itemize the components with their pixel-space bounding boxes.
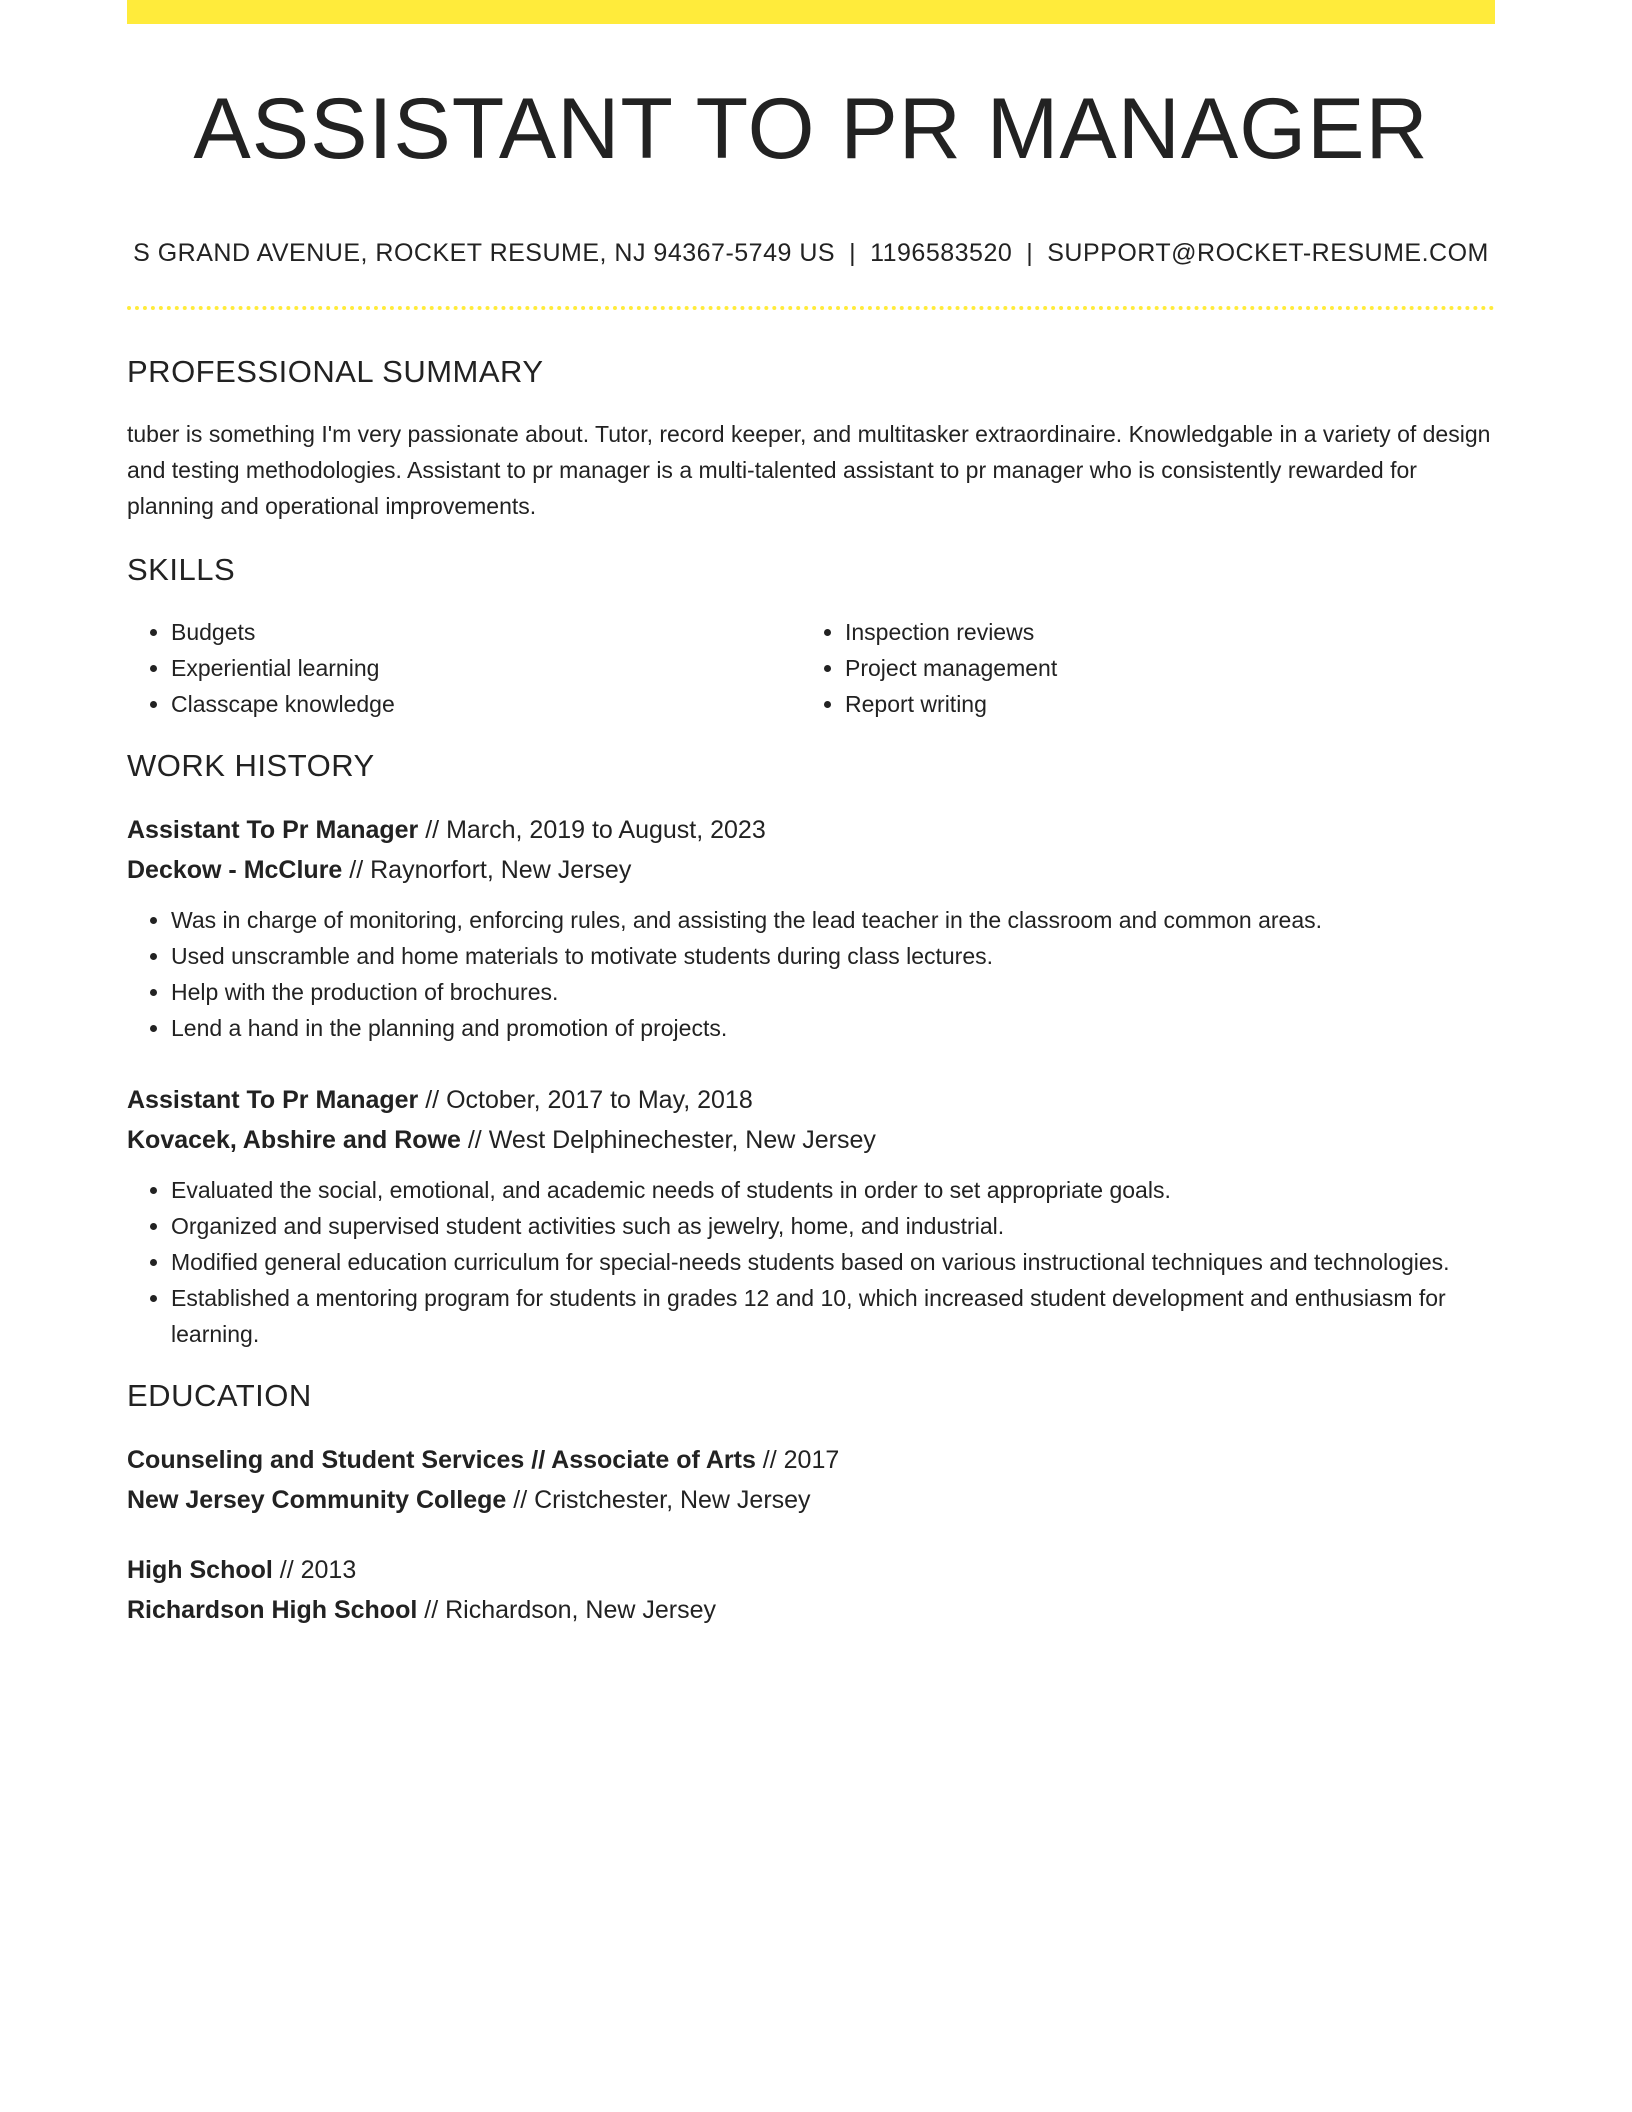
job-title-line <box>127 1080 1495 1120</box>
job-bullets <box>127 902 1495 1046</box>
skills-column-left <box>127 614 801 722</box>
education-entry <box>127 1550 1495 1630</box>
skills-column-right <box>801 614 1475 722</box>
skill-item: • Budgets <box>171 614 801 650</box>
job-bullet: • Help with the production of brochures. <box>171 974 1495 1010</box>
resume-page <box>127 0 1495 1630</box>
education-school-line <box>127 1590 1495 1630</box>
job-bullet: • Evaluated the social, emotional, and academic needs of students in order to set appropriate goals. <box>171 1172 1495 1208</box>
job-company-line <box>127 1120 1495 1160</box>
education-degree-line <box>127 1440 1495 1480</box>
job-bullet: • Lend a hand in the planning and promotion of projects. <box>171 1010 1495 1046</box>
summary-text: tuber is something I'm very passionate about. Tutor, record keeper, and multitasker extraordinaire. Knowledgable in a variety of design and testing methodologies. Assistant to pr manager is a multi-talented assistant to pr manager who is consistently rewarded for planning and operational improvements. <box>127 420 1491 519</box>
contact-separator: | <box>1026 238 1034 267</box>
skill-item: • Inspection reviews <box>845 614 1475 650</box>
contact-address: S GRAND AVENUE, ROCKET RESUME, NJ 94367-5749 US <box>133 238 836 267</box>
job-title: Assistant To Pr Manager <box>127 1085 419 1114</box>
summary-heading: PROFESSIONAL SUMMARY <box>127 353 544 389</box>
education-degree: High School <box>127 1555 273 1584</box>
skill-item: • Project management <box>845 650 1475 686</box>
job-bullet: • Used unscramble and home materials to motivate students during class lectures. <box>171 938 1495 974</box>
job-location: // West Delphinechester, New Jersey <box>460 1125 876 1154</box>
job-bullet: • Organized and supervised student activities such as jewelry, home, and industrial. <box>171 1208 1495 1244</box>
education-year: // 2013 <box>272 1555 357 1584</box>
job-bullet: • Established a mentoring program for students in grades 12 and 10, which increased student development and enthusiasm for learning. <box>171 1280 1495 1352</box>
skills-list <box>127 614 1495 722</box>
work-history-heading: WORK HISTORY <box>127 747 375 783</box>
job-dates: // March, 2019 to August, 2023 <box>418 815 766 844</box>
education-school: New Jersey Community College <box>127 1485 507 1514</box>
skill-item: • Classcape knowledge <box>171 686 801 722</box>
contact-email[interactable]: SUPPORT@ROCKET-RESUME.COM <box>1047 238 1489 267</box>
job-location: // Raynorfort, New Jersey <box>342 855 632 884</box>
education-school: Richardson High School <box>127 1595 418 1624</box>
dotted-divider <box>127 306 1495 310</box>
education-year: // 2017 <box>755 1445 840 1474</box>
resume-title: ASSISTANT TO PR MANAGER <box>193 81 1429 177</box>
education-entry <box>127 1440 1495 1520</box>
job-company: Kovacek, Abshire and Rowe <box>127 1125 461 1154</box>
job-bullet: • Modified general education curriculum for special-needs students based on various instructional techniques and technologies. <box>171 1244 1495 1280</box>
job-entry <box>127 1080 1495 1352</box>
education-degree: Counseling and Student Services // Associate of Arts <box>127 1445 756 1474</box>
job-company-line <box>127 850 1495 890</box>
skill-item: • Report writing <box>845 686 1475 722</box>
accent-top-bar <box>127 0 1495 24</box>
job-bullets <box>127 1172 1495 1352</box>
skill-item: • Experiential learning <box>171 650 801 686</box>
education-location: // Richardson, New Jersey <box>417 1595 717 1624</box>
job-dates: // October, 2017 to May, 2018 <box>418 1085 753 1114</box>
skills-heading: SKILLS <box>127 551 236 587</box>
education-school-line <box>127 1480 1495 1520</box>
job-title: Assistant To Pr Manager <box>127 815 419 844</box>
education-location: // Cristchester, New Jersey <box>506 1485 811 1514</box>
job-entry <box>127 810 1495 1046</box>
job-bullet: • Was in charge of monitoring, enforcing rules, and assisting the lead teacher in the classroom and common areas. <box>171 902 1495 938</box>
job-company: Deckow - McClure <box>127 855 343 884</box>
contact-separator: | <box>849 238 857 267</box>
contact-phone[interactable]: 1196583520 <box>870 238 1013 267</box>
education-degree-line <box>127 1550 1495 1590</box>
contact-line <box>127 239 1495 268</box>
education-heading: EDUCATION <box>127 1377 312 1413</box>
job-title-line <box>127 810 1495 850</box>
